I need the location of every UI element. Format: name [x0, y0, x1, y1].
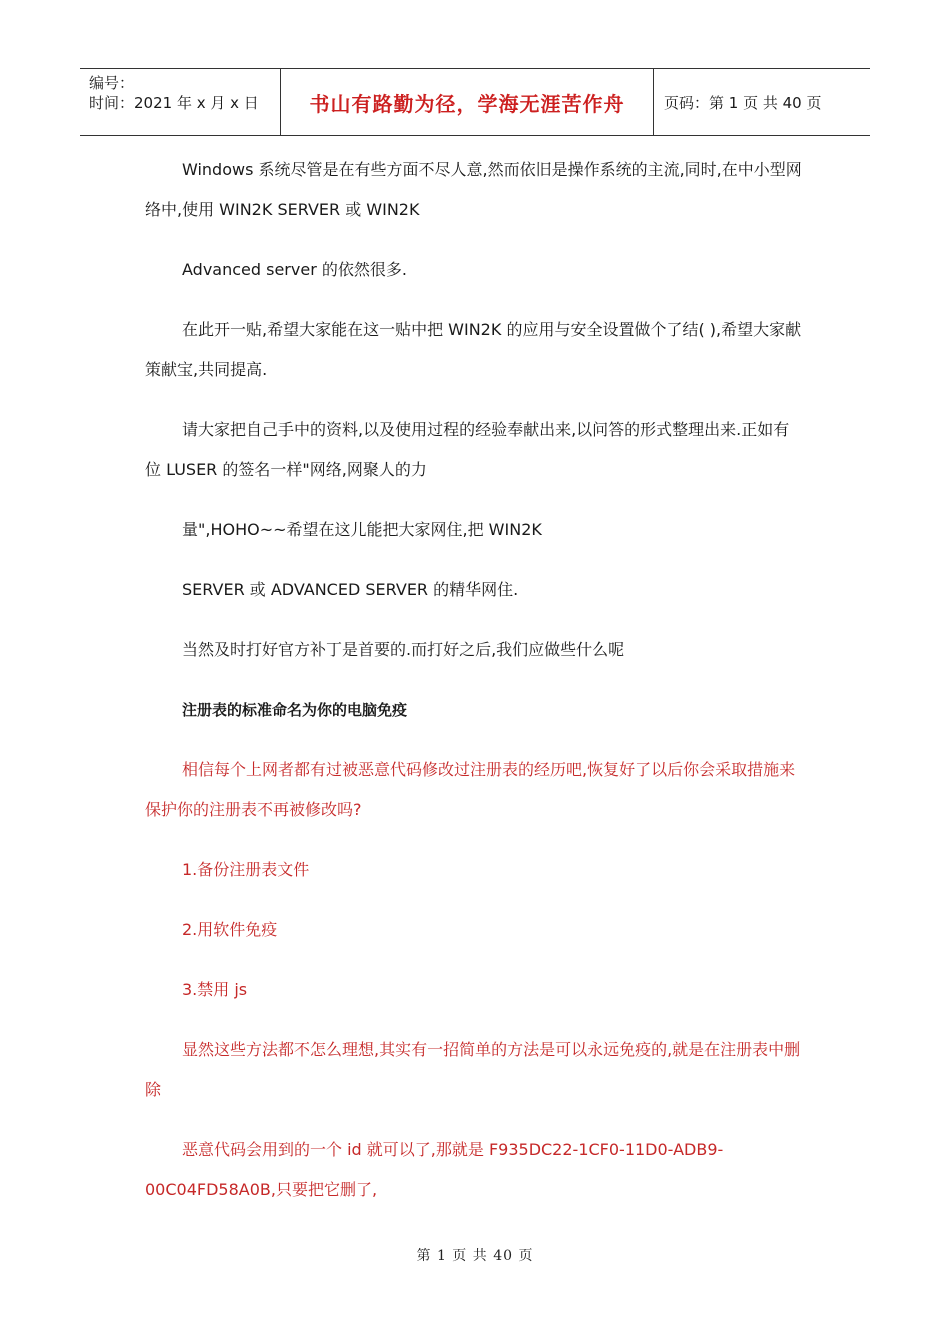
header-page-info: 页码：第 1 页 共 40 页	[664, 93, 822, 112]
header-motto: 书山有路勤为径，学海无涯苦作舟	[281, 69, 654, 135]
page-footer: 第 1 页 共 40 页	[416, 1248, 534, 1264]
paragraph-registry-intro: 相信每个上网者都有过被恶意代码修改过注册表的经历吧,恢复好了以后你会采取措施来保护你的注册表不再被修改吗?	[145, 760, 796, 819]
paragraph-hoho: 量",HOHO~~希望在这儿能把大家网住,把 WIN2K	[182, 520, 542, 539]
section-heading: 注册表的标准命名为你的电脑免疫	[182, 701, 408, 719]
list-item-backup: 1.备份注册表文件	[182, 860, 310, 879]
list-item-disable-js: 3.禁用 js	[182, 980, 248, 999]
document-body	[145, 150, 805, 1230]
header-meta	[80, 69, 281, 135]
number-label: 编号：	[89, 74, 135, 92]
paragraph-patches: 当然及时打好官方补丁是首要的.而打好之后,我们应做些什么呢	[182, 640, 625, 659]
paragraph-server-essence: SERVER 或 ADVANCED SERVER 的精华网住.	[182, 580, 519, 599]
list-item-software: 2.用软件免疫	[182, 920, 278, 939]
time-label: 时间：2021 年 x 月 x 日	[89, 94, 259, 112]
paragraph-share-request: 请大家把自己手中的资料,以及使用过程的经验奉献出来,以问答的形式整理出来.正如有位 LUSER 的签名一样"网络,网聚人的力	[145, 420, 790, 479]
document-header	[80, 68, 870, 136]
paragraph-thread-purpose: 在此开一贴,希望大家能在这一贴中把 WIN2K 的应用与安全设置做个了结( ),希望大家献策献宝,共同提高.	[145, 320, 802, 379]
paragraph-better-method: 显然这些方法都不怎么理想,其实有一招简单的方法是可以永远免疫的,就是在注册表中删除	[145, 1040, 801, 1099]
paragraph-intro: Windows 系统尽管是在有些方面不尽人意,然而依旧是操作系统的主流,同时,在中小型网络中,使用 WIN2K SERVER 或 WIN2K	[145, 160, 802, 219]
paragraph-advanced-server: Advanced server 的依然很多.	[182, 260, 407, 279]
paragraph-malicious-id: 恶意代码会用到的一个 id 就可以了,那就是 F935DC22-1CF0-11D0-ADB9-00C04FD58A0B,只要把它删了,	[145, 1140, 724, 1199]
